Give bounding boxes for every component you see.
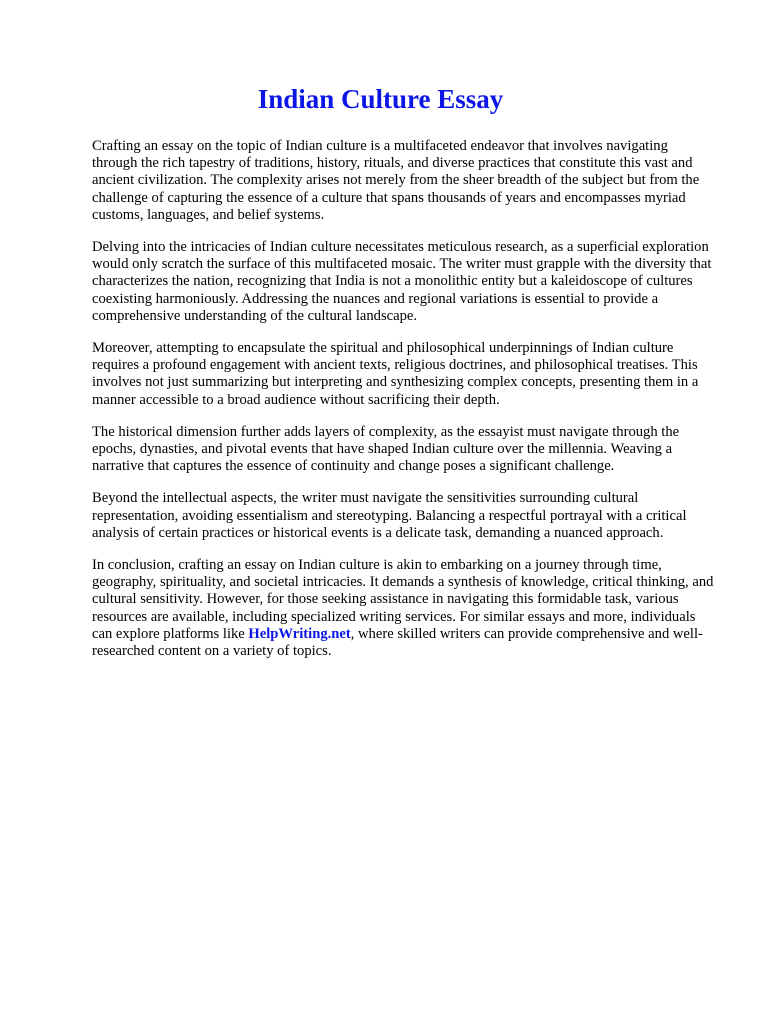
helpwriting-link[interactable]: HelpWriting.net <box>248 625 351 642</box>
paragraph-sensitivity: Beyond the intellectual aspects, the writer must navigate the sensitivities surrounding cultural representation, avoiding essentialism and stereotyping. Balancing a respectful portrayal with a critical analysis of certain practices or historical events is a delicate task, demanding a nuanced approach. <box>92 490 687 541</box>
conclusion-text-before-link: In conclusion, crafting an essay on Indian culture is akin to embarking on a journey through time, geography, spirituality, and societal intricacies. It demands a synthesis of knowledge, critical thinking, and cultural sensitivity. However, for those seeking assistance in navigating this formidable task, various resources are available, including specialized writing services. For similar essays and more, individuals can explore platforms like <box>92 557 714 642</box>
paragraph-philosophy: Moreover, attempting to encapsulate the spiritual and philosophical underpinnings of Indian culture requires a profound engagement with ancient texts, religious doctrines, and philosophical treatises. This involves not just summarizing but interpreting and synthesizing complex concepts, presenting them in a manner accessible to a broad audience without sacrificing their depth. <box>92 340 699 408</box>
conclusion-text-after-link: , where skilled writers can provide comprehensive and well-researched content on a variety of topics. <box>92 625 703 660</box>
document-title: Indian Culture Essay <box>257 84 504 114</box>
paragraph-intro: Crafting an essay on the topic of Indian culture is a multifaceted endeavor that involves navigating through the rich tapestry of traditions, history, rituals, and diverse practices that constitute this vast and ancient civilization. The complexity arises not merely from the sheer breadth of the subject but from the challenge of capturing the essence of a culture that spans thousands of years and encompasses myriad customs, languages, and belief systems. <box>92 138 700 223</box>
paragraph-research: Delving into the intricacies of Indian culture necessitates meticulous research, as a superficial exploration would only scratch the surface of this multifaceted mosaic. The writer must grapple with the diversity that characterizes the nation, recognizing that India is not a monolithic entity but a kaleidoscope of cultures coexisting harmoniously. Addressing the nuances and regional variations is essential to provide a comprehensive understanding of the cultural landscape. <box>92 239 712 324</box>
paragraph-history: The historical dimension further adds layers of complexity, as the essayist must navigate through the epochs, dynasties, and pivotal events that have shaped Indian culture over the millennia. Weaving a narrative that captures the essence of continuity and change poses a significant challenge. <box>92 423 680 475</box>
paragraph-conclusion <box>92 557 714 660</box>
